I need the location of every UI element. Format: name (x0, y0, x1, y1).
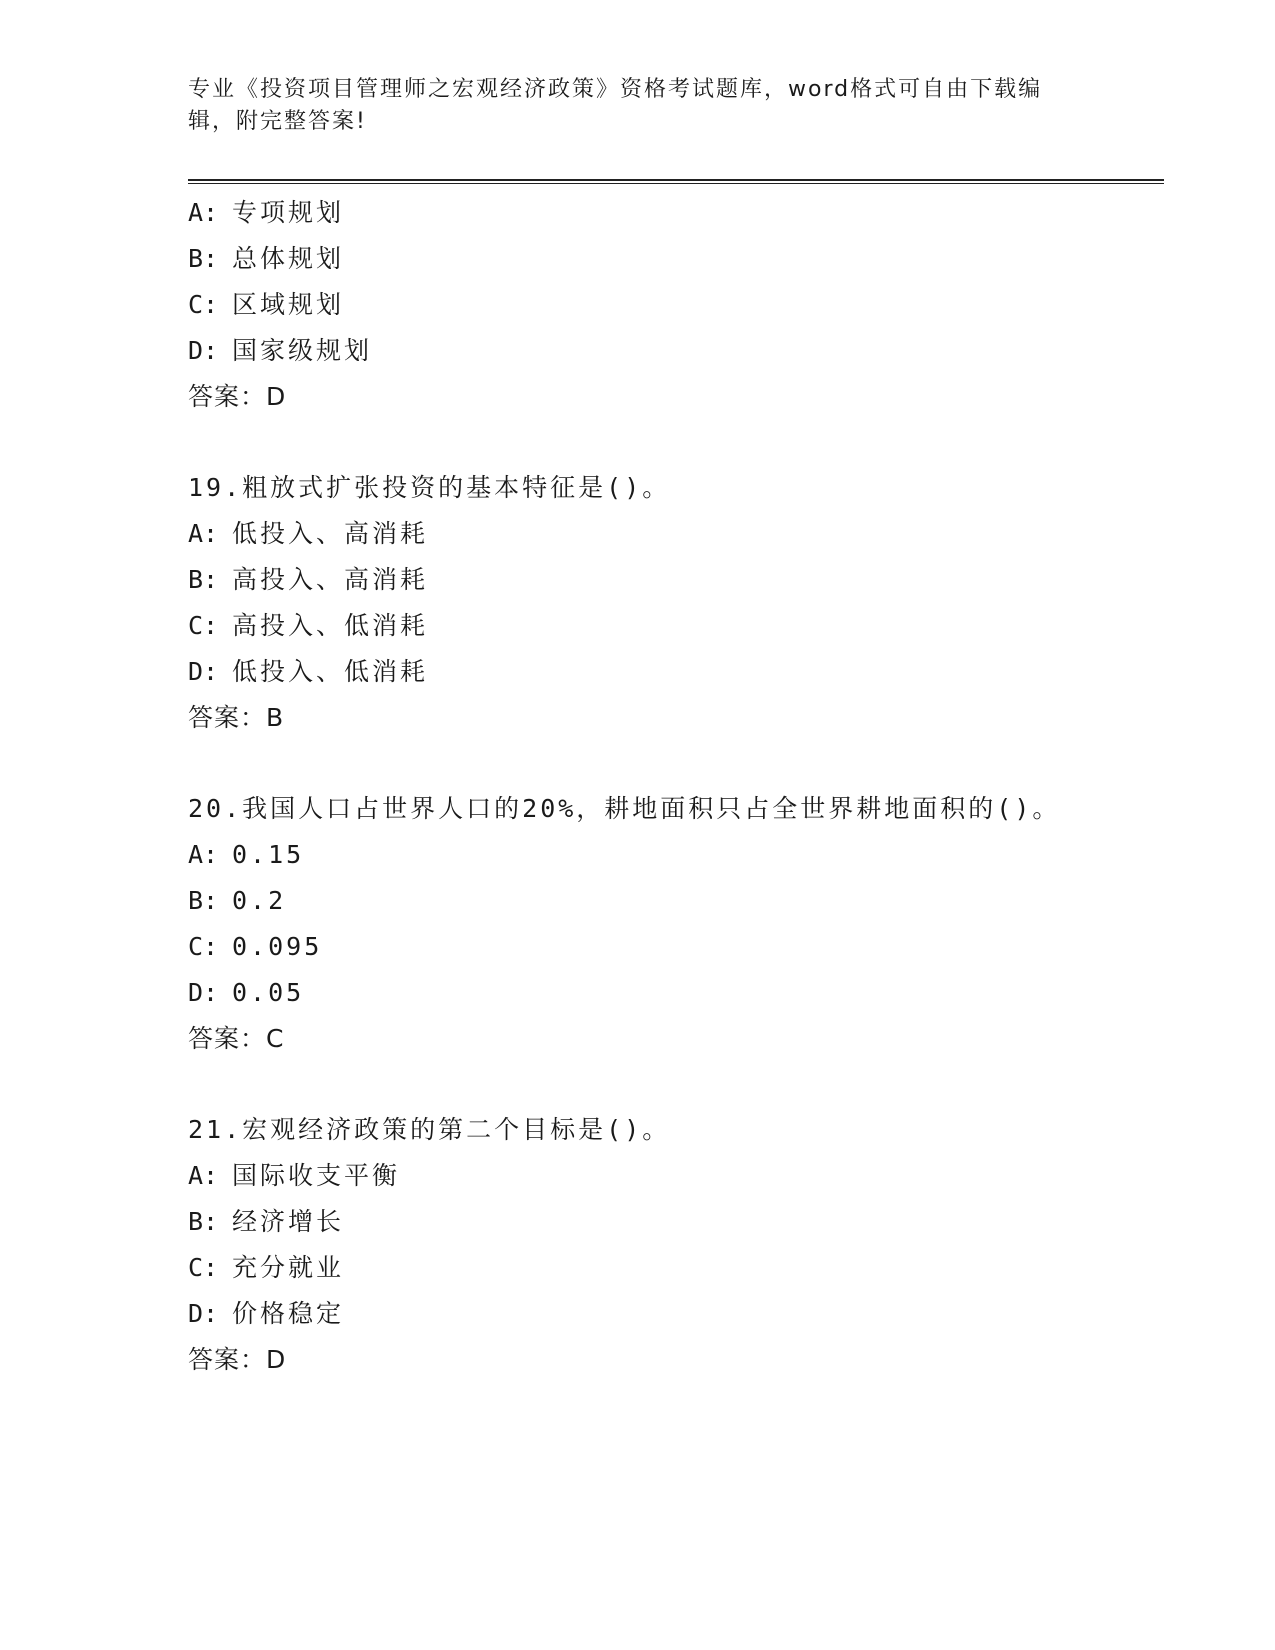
header-divider-thick (188, 179, 1164, 181)
option-a: A: 国际收支平衡 (188, 1161, 401, 1190)
option-d: D: 低投入、低消耗 (188, 657, 429, 686)
option-d: D: 国家级规划 (188, 336, 373, 365)
option-a: A: 0.15 (188, 840, 305, 869)
spacer (188, 420, 1164, 465)
answer-line: 答案：D (188, 1345, 287, 1374)
option-b: B: 经济增长 (188, 1207, 345, 1236)
option-b: B: 高投入、高消耗 (188, 565, 429, 594)
question-text: 21.宏观经济政策的第二个目标是()。 (188, 1115, 671, 1144)
option-c: C: 充分就业 (188, 1253, 345, 1282)
question-block-21 (188, 1107, 1164, 1383)
question-block-18 (188, 190, 1164, 420)
header-line-2: 辑，附完整答案! (188, 109, 367, 134)
option-c: C: 高投入、低消耗 (188, 611, 429, 640)
option-a: A: 专项规划 (188, 198, 345, 227)
option-c: C: 区域规划 (188, 290, 345, 319)
question-list (188, 190, 1164, 1383)
header-divider-thin (188, 183, 1164, 184)
question-text: 20.我国人口占世界人口的20%，耕地面积只占全世界耕地面积的()。 (188, 794, 1061, 823)
question-block-20 (188, 786, 1164, 1062)
header-line-1: 专业《投资项目管理师之宏观经济政策》资格考试题库，word格式可自由下载编 (188, 77, 1043, 102)
option-c: C: 0.095 (188, 932, 323, 961)
answer-line: 答案：B (188, 703, 285, 732)
question-text: 19.粗放式扩张投资的基本特征是()。 (188, 473, 671, 502)
option-d: D: 0.05 (188, 978, 305, 1007)
option-b: B: 0.2 (188, 886, 287, 915)
option-d: D: 价格稳定 (188, 1299, 345, 1328)
question-block-19 (188, 465, 1164, 741)
option-a: A: 低投入、高消耗 (188, 519, 429, 548)
answer-line: 答案：D (188, 382, 287, 411)
spacer (188, 1062, 1164, 1107)
option-b: B: 总体规划 (188, 244, 345, 273)
document-header (188, 74, 1068, 138)
answer-line: 答案：C (188, 1024, 285, 1053)
spacer (188, 741, 1164, 786)
